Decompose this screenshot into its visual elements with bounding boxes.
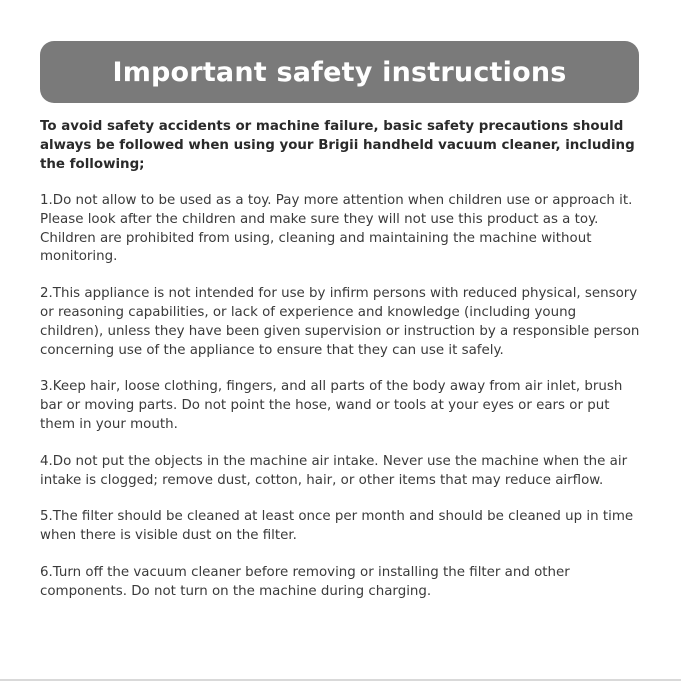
- instruction-item-3: 3.Keep hair, loose clothing, fingers, and all parts of the body away from air inlet, brush bar or moving parts. Do not point the hose, wand or tools at your eyes or ears or put them in your mouth.: [40, 379, 623, 432]
- instruction-item-6: 6.Turn off the vacuum cleaner before removing or installing the filter and other components. Do not turn on the machine during charging.: [40, 564, 570, 599]
- intro-paragraph: To avoid safety accidents or machine failure, basic safety precautions should always be followed when using your Brigii handheld vacuum cleaner, including the following;: [40, 119, 635, 172]
- instructions-content: [40, 117, 640, 620]
- instruction-item-1: 1.Do not allow to be used as a toy. Pay more attention when children use or approach it. Please look after the children and make sure they will not use this product as a toy. Children are prohibited from using, cleaning and maintaining the machine without monitoring.: [40, 193, 633, 265]
- instruction-item-2: 2.This appliance is not intended for use by infirm persons with reduced physical, sensory or reasoning capabilities, or lack of experience and knowledge (including young children), unless they have been given supervision or instruction by a responsible person concerning use of the appliance to ensure that they can use it safely.: [40, 286, 640, 358]
- page-title: Important safety instructions: [112, 56, 567, 88]
- title-banner: [40, 41, 639, 103]
- instruction-item-5: 5.The filter should be cleaned at least once per month and should be cleaned up in time when there is visible dust on the filter.: [40, 509, 634, 544]
- instruction-item-4: 4.Do not put the objects in the machine air intake. Never use the machine when the air intake is clogged; remove dust, cotton, hair, or other items that may reduce airflow.: [40, 453, 628, 488]
